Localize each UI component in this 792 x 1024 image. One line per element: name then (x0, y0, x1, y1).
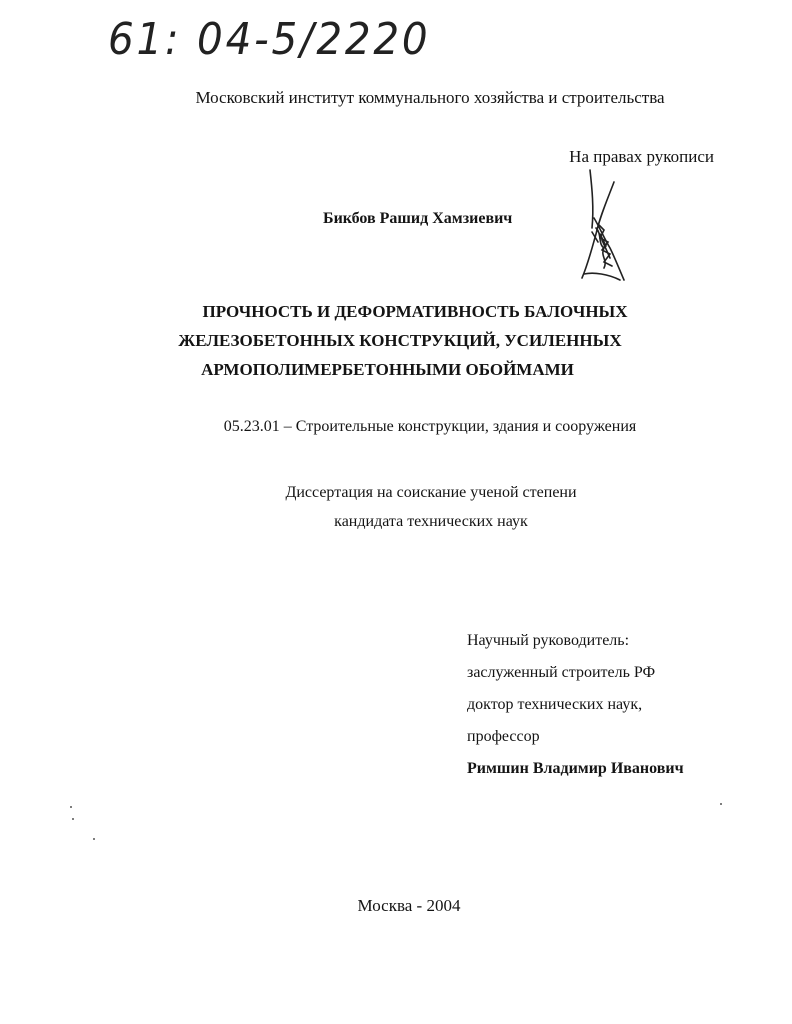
scan-speck (72, 818, 74, 820)
title-line-1: ПРОЧНОСТЬ И ДЕФОРМАТИВНОСТЬ БАЛОЧНЫХ (202, 302, 628, 321)
scan-speck (70, 806, 72, 808)
advisor-credential: заслуженный строитель РФ (467, 664, 656, 681)
scan-speck (93, 838, 95, 840)
city-year: Москва - 2004 (357, 896, 461, 915)
degree-statement (0, 478, 792, 536)
degree-line-2: кандидата технических наук (334, 513, 528, 530)
advisor-heading: Научный руководитель: (467, 632, 630, 649)
degree-line-1: Диссертация на соискание ученой степени (285, 484, 577, 501)
advisor-name: Римшин Владимир Иванович (467, 760, 684, 777)
title-line-3: АРМОПОЛИМЕРБЕТОННЫМИ ОБОЙМАМИ (201, 360, 574, 379)
rights-notice: На правах рукописи (569, 147, 714, 166)
advisor-credential: профессор (467, 728, 540, 745)
institution-name: Московский институт коммунального хозяйства и строительства (195, 88, 665, 107)
specialty-code: 05.23.01 – Строительные конструкции, здания и сооружения (223, 418, 637, 435)
archive-number-handwritten: 61: 04-5/2220 (108, 14, 431, 65)
advisor-block (467, 625, 684, 785)
author-name: Бикбов Рашид Хамзиевич (323, 210, 513, 227)
dissertation-title (0, 297, 792, 384)
handwritten-signature-icon (574, 168, 634, 288)
advisor-credential: доктор технических наук, (467, 696, 643, 713)
title-line-2: ЖЕЛЕЗОБЕТОННЫХ КОНСТРУКЦИЙ, УСИЛЕННЫХ (178, 331, 622, 350)
scan-speck (720, 803, 722, 805)
